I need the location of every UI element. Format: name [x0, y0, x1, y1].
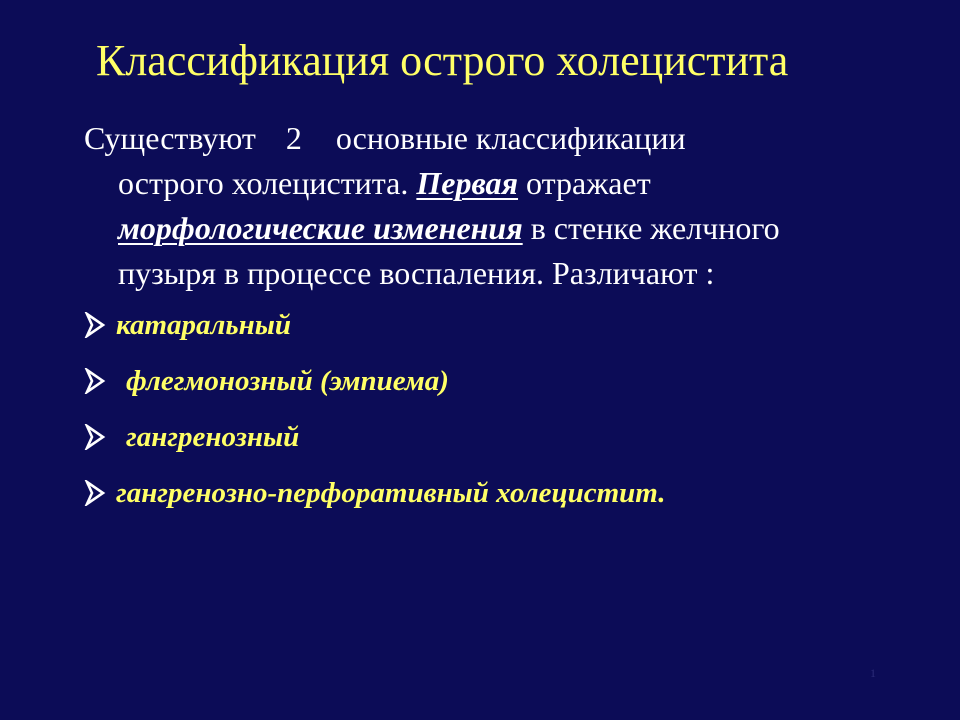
- emphasis-morphological-changes: морфологические изменения: [118, 210, 523, 246]
- intro-line-1-number: 2: [285, 120, 302, 156]
- intro-line-3-text-b: в стенке желчного: [530, 210, 780, 246]
- intro-line-3: [84, 206, 904, 251]
- intro-line-1: [84, 116, 904, 161]
- list-item-label: гангренозно-перфоративный холецистит.: [116, 476, 666, 509]
- arrow-bullet-icon: [84, 480, 106, 506]
- arrow-bullet-icon: [84, 424, 106, 450]
- list-item: [84, 466, 904, 520]
- arrow-bullet-icon: [84, 312, 106, 338]
- list-item-label: катаральный: [116, 308, 292, 341]
- intro-paragraph: [84, 116, 904, 296]
- intro-line-4: пузыря в процессе воспаления. Различают :: [118, 255, 715, 291]
- page-number: 1: [870, 666, 876, 680]
- list-item: [84, 298, 904, 352]
- list-item-label: гангренозный: [126, 420, 300, 453]
- list-item-label: флегмонозный (эмпиема): [126, 364, 449, 397]
- emphasis-first: Первая: [416, 165, 519, 201]
- list-item: [84, 410, 904, 464]
- intro-line-1-word-c: основные классификации: [335, 120, 686, 156]
- classification-list: [84, 298, 904, 522]
- intro-line-2-text-b: отражает: [526, 165, 651, 201]
- intro-line-1-word-a: Существуют: [84, 120, 256, 156]
- intro-line-2: [84, 161, 904, 206]
- intro-line-2-text-a: острого холецистита.: [118, 165, 409, 201]
- slide-title: Классификация острого холецистита: [96, 36, 789, 85]
- list-item: [84, 354, 904, 408]
- arrow-bullet-icon: [84, 368, 106, 394]
